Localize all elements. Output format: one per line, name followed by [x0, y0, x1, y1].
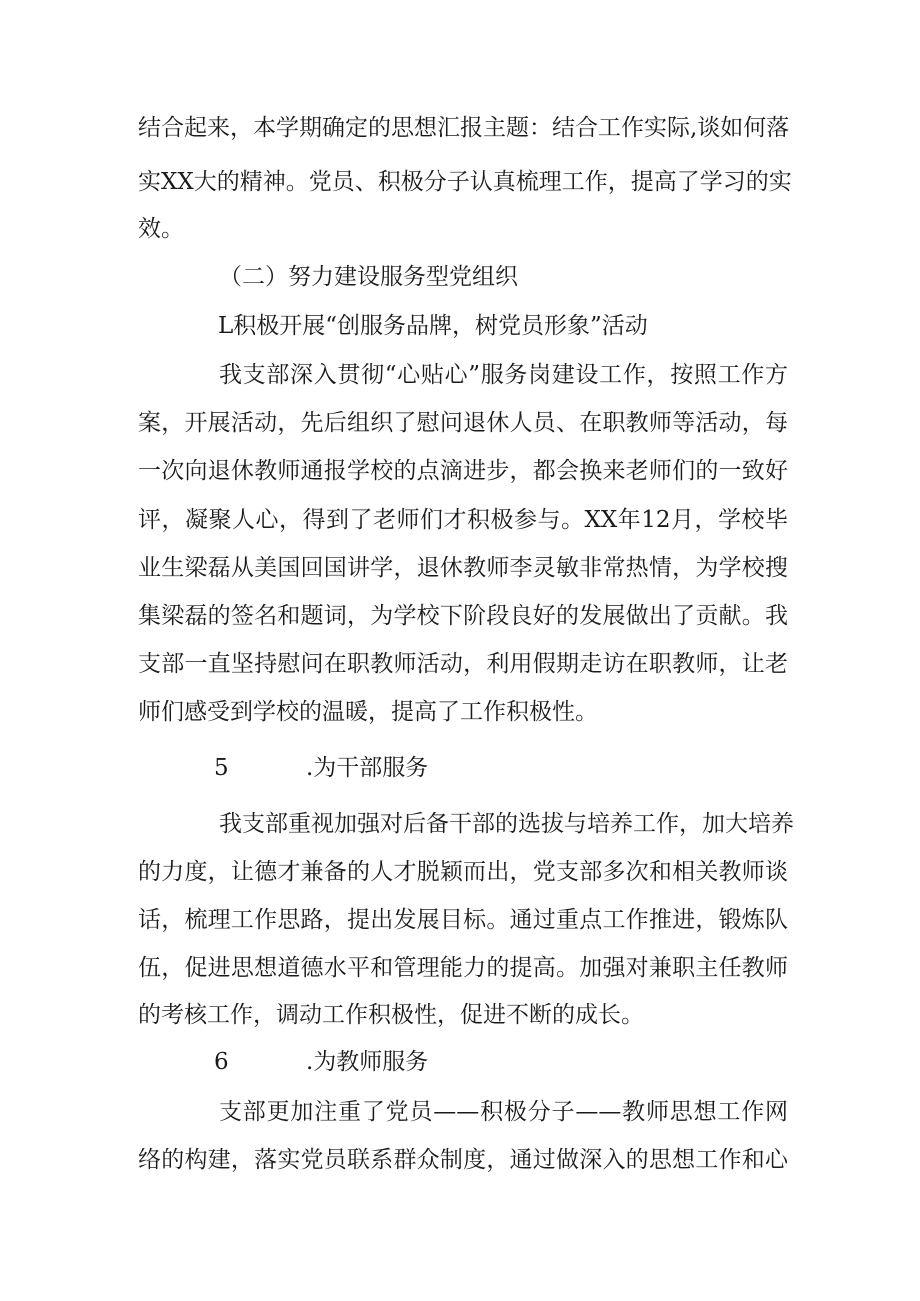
paragraph-3-line-3: 话，梳理工作思路，提出发展目标。通过重点工作推进，锻炼队	[138, 907, 788, 933]
item-5-number: 5	[214, 755, 229, 781]
paragraph-4-line-1: 支部更加注重了党员——积极分子——教师思想工作网	[219, 1099, 788, 1125]
paragraph-2-line-7: 支部一直坚持慰问在职教师活动，利用假期走访在职教师，让老	[138, 651, 788, 677]
paragraph-2-line-1: 我支部深入贯彻“心贴心”服务岗建设工作，按照工作方	[219, 362, 788, 388]
paragraph-2-line-8: 师们感受到学校的温暖，提高了工作积极性。	[138, 699, 598, 725]
item-1-title: L积极开展“创服务品牌，树党员形象”活动	[218, 313, 648, 339]
paragraph-3-line-1: 我支部重视加强对后备干部的选拔与培养工作，加大培养	[219, 811, 794, 837]
paragraph-2-line-5: 业生梁磊从美国回国讲学，退休教师李灵敏非常热情，为学校搜	[138, 555, 788, 581]
paragraph-2-line-3: 一次向退休教师通报学校的点滴进步，都会换来老师们的一致好	[138, 458, 788, 484]
paragraph-3-line-4: 伍，促进思想道德水平和管理能力的提高。加强对兼职主任教师	[138, 955, 788, 981]
item-5-title: .为干部服务	[306, 755, 429, 781]
paragraph-3-line-5: 的考核工作，调动工作积极性，促进不断的成长。	[138, 1002, 644, 1028]
section-heading-2: （二）努力建设服务型党组织	[219, 264, 518, 290]
paragraph-2-line-4: 评，凝聚人心，得到了老师们才积极参与。XX年12月，学校毕	[138, 507, 788, 533]
paragraph-3-line-2: 的力度，让德才兼备的人才脱颖而出，党支部多次和相关教师谈	[138, 859, 788, 885]
paragraph-1-line-1: 结合起来，本学期确定的思想汇报主题：结合工作实际,谈如何落	[138, 115, 790, 141]
paragraph-1-line-3: 效。	[138, 216, 184, 242]
paragraph-2-line-6: 集梁磊的签名和题词，为学校下阶段良好的发展做出了贡献。我	[138, 603, 788, 629]
paragraph-4-line-2: 络的构建，落实党员联系群众制度，通过做深入的思想工作和心	[138, 1147, 788, 1173]
item-6-number: 6	[214, 1049, 229, 1075]
paragraph-1-line-2: 实XX大的精神。党员、积极分子认真梳理工作，提高了学习的实	[138, 169, 792, 195]
paragraph-2-line-2: 案，开展活动，先后组织了慰问退休人员、在职教师等活动，每	[138, 410, 788, 436]
item-6-title: .为教师服务	[306, 1049, 429, 1075]
